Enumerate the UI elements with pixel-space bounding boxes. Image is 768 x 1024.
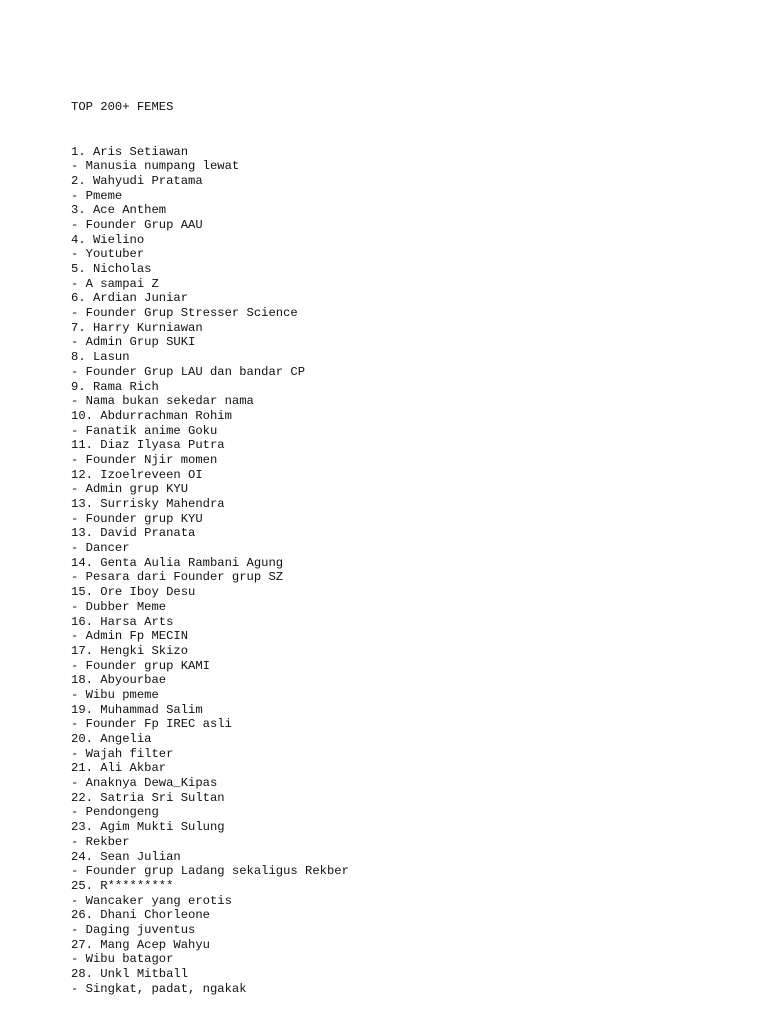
entry-description: - Singkat, padat, ngakak — [71, 981, 247, 996]
entry-description: - Dancer — [71, 541, 130, 556]
entry-name: 15. Ore Iboy Desu — [71, 585, 196, 600]
entry-description: - Wibu batagor — [71, 952, 174, 967]
entry-description: - Founder grup Ladang sekaligus Rekber — [71, 864, 349, 879]
entry-description: - Youtuber — [71, 247, 145, 262]
entry-name: 25. R********* — [71, 878, 174, 893]
entry-name: 14. Genta Aulia Rambani Agung — [71, 555, 284, 570]
entry-name: 20. Angelia — [71, 732, 152, 746]
entry-description: - Anaknya Dewa_Kipas — [71, 776, 218, 791]
entry-description: - Founder grup KAMI — [71, 658, 210, 673]
entry-name: 23. Agim Mukti Sulung — [71, 820, 225, 835]
entry-name: 9. Rama Rich — [71, 379, 159, 394]
entry-name: 6. Ardian Juniar — [71, 291, 189, 306]
entry-description: - Daging juventus — [71, 922, 196, 937]
entry-description: - Founder Njir momen — [71, 452, 218, 467]
entry-description: - Pesara dari Founder grup SZ — [71, 570, 284, 585]
entry-description: - Founder Fp IREC asli — [71, 717, 232, 732]
entry-description: - Rekber — [71, 834, 130, 849]
entry-name: 21. Ali Akbar — [71, 761, 167, 776]
entry-name: 27. Mang Acep Wahyu — [71, 937, 210, 952]
entry-name: 3. Ace Anthem — [71, 203, 167, 218]
entry-description: - Wibu pmeme — [71, 687, 159, 702]
entry-name: 12. Izoelreveen OI — [71, 467, 203, 482]
entry-name: 7. Harry Kurniawan — [71, 320, 203, 335]
entry-name: 4. Wielino — [71, 232, 145, 247]
entry-description: - Wajah filter — [71, 746, 174, 761]
entry-description: - Founder Grup Stresser Science — [71, 306, 298, 321]
entry-name: 2. Wahyudi Pratama — [71, 173, 203, 188]
entry-name: 28. Unkl Mitball — [71, 967, 189, 981]
entry-name: 1. Aris Setiawan — [71, 144, 189, 159]
entry-name: 26. Dhani Chorleone — [71, 908, 210, 923]
entry-list — [71, 145, 751, 997]
entry-description: - Pmeme — [71, 188, 123, 203]
entry-name: 8. Lasun — [71, 350, 130, 365]
entry-name: 22. Satria Sri Sultan — [71, 790, 225, 805]
entry-description: - Wancaker yang erotis — [71, 893, 232, 908]
entry-description: - Manusia numpang lewat — [71, 159, 240, 174]
entry-name: 18. Abyourbae — [71, 673, 167, 688]
entry-description: - Dubber Meme — [71, 599, 167, 614]
entry-description: - Pendongeng — [71, 805, 159, 820]
entry-description: - Founder Grup LAU dan bandar CP — [71, 364, 306, 379]
entry-name: 5. Nicholas — [71, 262, 152, 276]
entry-name: 11. Diaz Ilyasa Putra — [71, 438, 225, 453]
entry-name: 16. Harsa Arts — [71, 614, 174, 629]
document-body — [71, 71, 751, 1011]
entry-description: - Nama bukan sekedar nama — [71, 394, 254, 409]
entry-name: 24. Sean Julian — [71, 849, 181, 864]
entry-name: 17. Hengki Skizo — [71, 643, 189, 658]
entry-description: - Admin grup KYU — [71, 482, 189, 497]
entry-name: 19. Muhammad Salim — [71, 702, 203, 717]
entry-description: - Founder Grup AAU — [71, 217, 203, 232]
entry-description: - Admin Fp MECIN — [71, 629, 189, 644]
entry-name: 13. Surrisky Mahendra — [71, 497, 225, 511]
entry-description: - A sampai Z — [71, 276, 159, 291]
document-title: TOP 200+ FEMES — [71, 100, 174, 115]
entry-name: 10. Abdurrachman Rohim — [71, 408, 232, 423]
entry-description: - Founder grup KYU — [71, 511, 203, 526]
entry-name: 13. David Pranata — [71, 526, 196, 541]
entry-description: - Fanatik anime Goku — [71, 423, 218, 438]
entry-description: - Admin Grup SUKI — [71, 335, 196, 350]
